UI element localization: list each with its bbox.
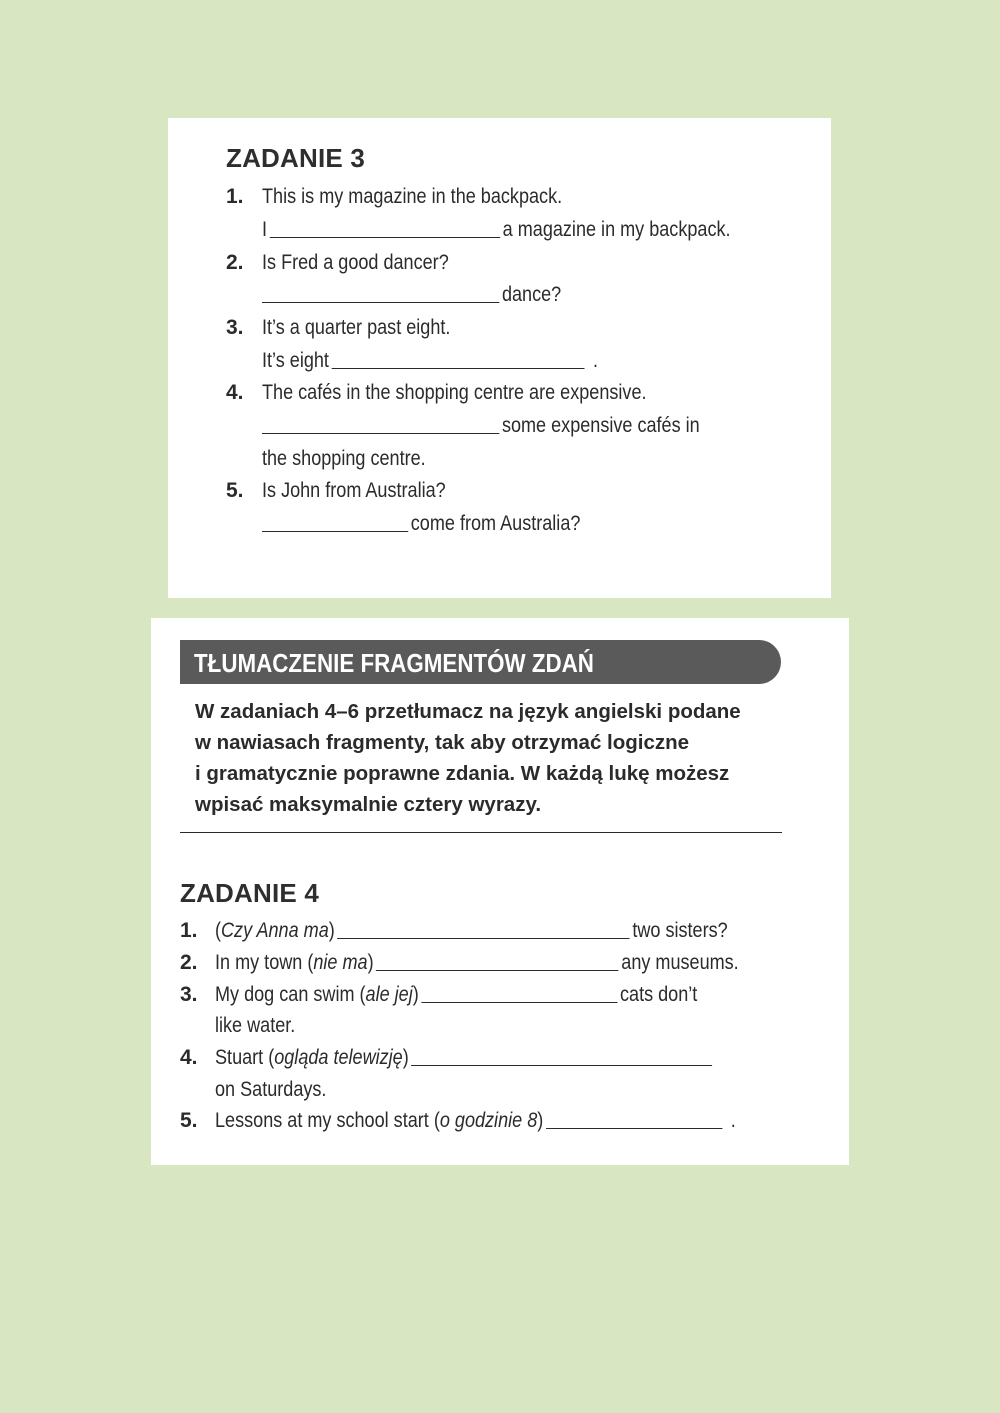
item-number: 1.: [226, 185, 244, 208]
section-banner: [180, 640, 781, 684]
instruction-line: w nawiasach fragmenty, tak aby otrzymać logiczne: [195, 731, 690, 754]
answer-blank[interactable]: [411, 1045, 712, 1066]
answer-blank[interactable]: [270, 217, 500, 238]
text-fragment: (: [215, 919, 222, 942]
item-sentence: [215, 1045, 715, 1071]
item-answer-line: [262, 511, 580, 537]
answer-suffix: dance?: [501, 283, 562, 306]
answer-blank[interactable]: [421, 982, 617, 1003]
item-continuation: the shopping centre.: [262, 447, 426, 470]
answer-blank[interactable]: [262, 282, 499, 303]
polish-hint: nie ma: [313, 951, 368, 974]
instruction-line: W zadaniach 4–6 przetłumacz na język angielski podane: [195, 700, 741, 723]
answer-blank[interactable]: [262, 511, 408, 532]
item-number: 5.: [226, 479, 244, 502]
answer-blank[interactable]: [337, 918, 629, 939]
polish-hint: ale jej: [365, 983, 413, 1006]
text-fragment: ): [537, 1109, 544, 1132]
item-sentence: [215, 982, 697, 1008]
text-fragment: Lessons at my school start (: [215, 1109, 440, 1132]
text-fragment: In my town (: [215, 951, 314, 974]
item-answer-line: [262, 413, 700, 439]
item-number: 2.: [226, 251, 244, 274]
instruction-line: wpisać maksymalnie cztery wyrazy.: [195, 793, 542, 816]
item-sentence: The cafés in the shopping centre are expensive.: [262, 381, 647, 404]
exercise-4-title: ZADANIE 4: [180, 878, 320, 908]
item-number: 4.: [226, 381, 244, 404]
item-number: 1.: [180, 919, 198, 942]
answer-suffix: .: [730, 1109, 736, 1132]
item-answer-line: [262, 348, 598, 374]
answer-prefix: It’s eight: [262, 349, 329, 372]
text-fragment: ): [412, 983, 419, 1006]
answer-suffix: some expensive cafés in: [501, 414, 700, 437]
divider: [180, 832, 782, 833]
answer-blank[interactable]: [376, 950, 619, 971]
item-number: 4.: [180, 1046, 198, 1069]
item-sentence: Is Fred a good dancer?: [262, 251, 449, 274]
answer-blank[interactable]: [332, 348, 585, 369]
item-sentence: This is my magazine in the backpack.: [262, 185, 563, 208]
item-sentence: It’s a quarter past eight.: [262, 316, 451, 339]
answer-suffix: cats don’t: [619, 983, 698, 1006]
item-answer-line: [262, 282, 561, 308]
text-fragment: My dog can swim (: [215, 983, 366, 1006]
text-fragment: Stuart (: [215, 1046, 275, 1069]
answer-suffix: come from Australia?: [410, 512, 581, 535]
answer-suffix: a magazine in my backpack.: [502, 218, 731, 241]
item-number: 3.: [180, 983, 198, 1006]
item-number: 5.: [180, 1109, 198, 1132]
instructions: [195, 696, 785, 820]
item-sentence: [215, 950, 739, 976]
answer-blank[interactable]: [546, 1108, 722, 1129]
item-continuation: like water.: [215, 1014, 296, 1037]
text-fragment: ): [367, 951, 374, 974]
polish-hint: ogląda telewizję: [274, 1046, 403, 1069]
exercise-4-card: [151, 618, 849, 1165]
polish-hint: o godzinie 8: [439, 1109, 538, 1132]
answer-suffix: any museums.: [621, 951, 739, 974]
exercise-3-card: [168, 118, 831, 598]
text-fragment: ): [328, 919, 335, 942]
exercise-3-title: ZADANIE 3: [226, 143, 366, 173]
answer-suffix: .: [592, 349, 598, 372]
item-sentence: Is John from Australia?: [262, 479, 446, 502]
section-banner-title: TŁUMACZENIE FRAGMENTÓW ZDAŃ: [194, 648, 594, 678]
item-sentence: [215, 918, 728, 944]
item-continuation: on Saturdays.: [215, 1078, 327, 1101]
item-sentence: [215, 1108, 736, 1134]
item-number: 3.: [226, 316, 244, 339]
instruction-line: i gramatycznie poprawne zdania. W każdą lukę możesz: [195, 762, 730, 785]
item-answer-line: [262, 217, 731, 243]
answer-blank[interactable]: [262, 413, 499, 434]
polish-hint: Czy Anna ma: [221, 919, 329, 942]
text-fragment: ): [402, 1046, 409, 1069]
item-number: 2.: [180, 951, 198, 974]
answer-prefix: I: [262, 218, 268, 241]
answer-suffix: two sisters?: [632, 919, 728, 942]
